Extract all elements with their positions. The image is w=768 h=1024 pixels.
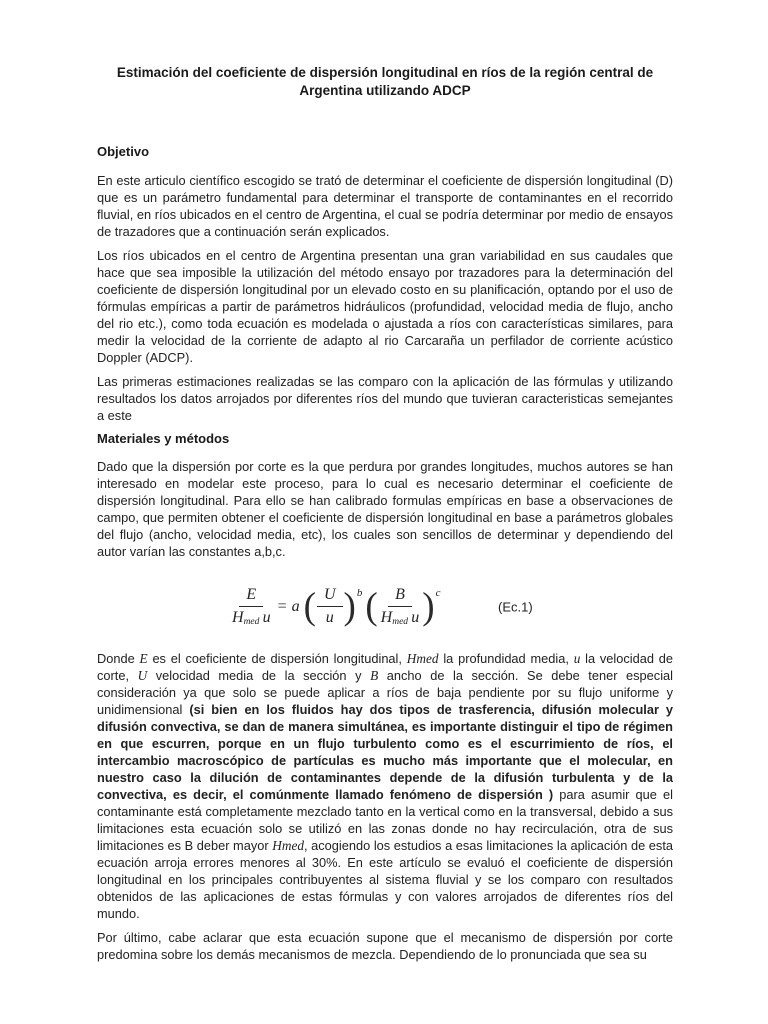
left-paren-icon: ( <box>365 585 378 629</box>
eq-f2-numerator: B <box>388 586 412 607</box>
bold-emphasis-segment: (si bien en los fluidos hay dos tipos de trasferencia, difusión molecular y difusión convectiva, se dan de manera simultánea, es importante distinguir el tipo de régimen en que escurren, porque en un flujo turbulento como es el escurrimiento de ríos, el intercambio macroscópico de partículas es mucho más importante que el molecular, en nuestro caso la dilución de contaminantes depende de la difusión turbulenta y de la convectiva, es decir, el comúnmente llamado fenómeno de dispersión ) <box>97 702 673 802</box>
text-segment: ancho de la sección. Se debe tener especial consideración ya que solo se puede aplicar a ríos de baja pendiente por su flujo uniforme y unidimensional <box>97 668 673 717</box>
equation-math <box>230 586 442 628</box>
variable-U: U <box>137 668 148 683</box>
heading-materiales-y-metodos: Materiales y métodos <box>97 431 230 446</box>
heading-objetivo: Objetivo <box>97 144 150 159</box>
variable-Hmed: Hmed <box>406 651 439 666</box>
eq-equals-sign: = <box>277 597 287 615</box>
eq-coefficient-a: a <box>291 597 300 615</box>
document-title: Estimación del coeficiente de dispersión longitudinal en ríos de la región central de Argentina utilizando ADCP <box>116 65 654 98</box>
variable-E: E <box>139 651 148 666</box>
eq-sub-med: med <box>392 617 409 628</box>
eq-lhs-denominator <box>230 607 273 628</box>
equation-label: (Ec.1) <box>498 599 533 615</box>
eq-exponent-c: c <box>435 587 441 600</box>
paragraph-metodos-3: Por último, cabe aclarar que esta ecuación supone que el mecanismo de dispersión por corte predomina sobre los demás mecanismos de mezcla. Dependiendo de lo pronunciada que sea su <box>97 930 673 962</box>
text-segment: la profundidad media, <box>438 651 574 666</box>
text-segment: velocidad media de la sección y <box>147 668 371 683</box>
left-paren-icon: ( <box>303 585 316 629</box>
eq-var-u: u <box>262 609 271 627</box>
variable-B: B <box>370 668 379 683</box>
eq-var-H: H <box>380 609 393 627</box>
eq-sub-med: med <box>243 617 260 628</box>
variable-u: u <box>573 651 581 666</box>
paragraph-objetivo-3: Las primeras estimaciones realizadas se las comparo con la aplicación de las fórmulas y utilizando resultados los datos arrojados por diferentes ríos del mundo que tuvieran caracteristicas semejantes a este <box>97 374 673 423</box>
eq-f2-denominator <box>379 607 422 628</box>
right-paren-icon: ) <box>422 585 435 629</box>
text-segment: para asumir que el contaminante está completamente mezclado tanto en la vertical como en la transversal, debido a sus limitaciones esta ecuación solo se utilizó en las zonas donde no hay recirculación, otra de sus limitaciones es B deber mayor <box>97 787 673 853</box>
eq-lhs-numerator: E <box>239 586 263 607</box>
paragraph-metodos-2 <box>97 650 673 922</box>
variable-Hmed: Hmed <box>272 838 304 853</box>
eq-lhs-fraction <box>230 586 273 628</box>
text-segment: es el coeficiente de dispersión longitudinal, <box>147 651 407 666</box>
eq-var-H: H <box>232 609 244 627</box>
eq-exponent-b: b <box>356 587 363 600</box>
right-paren-icon: ) <box>343 585 356 629</box>
eq-factor2-fraction <box>379 586 422 628</box>
text-segment: , acogiendo los estudios a esas limitaciones la aplicación de esta ecuación arroja errores menores al 30%. En este artículo se evaluó el coeficiente de dispersión longitudinal en los principales contribuyentes al sistema fluvial y se los comparo con resultados obtenidos de las aplicaciones de estas fórmulas y con valores arrojados de diferentes ríos del mundo. <box>97 838 673 921</box>
eq-f1-denominator: u <box>325 609 334 627</box>
eq-factor1-fraction <box>317 586 343 628</box>
text-segment: la velocidad de corte, <box>97 651 674 683</box>
eq-var-u: u <box>411 609 420 627</box>
paragraph-metodos-1: Dado que la dispersión por corte es la que perdura por grandes longitudes, muchos autores se han interesado en modelar este proceso, para lo cual es necesario determinar el coeficiente de dispersión longitudinal. Para ello se han calibrado formulas empíricas en base a observaciones de campo, que permiten obtener el coeficiente de dispersión longitudinal en base a parámetros globales del flujo (ancho, velocidad media, etc), los cuales son sencillos de determinar y dependiendo del autor varían las constantes a,b,c. <box>97 459 673 559</box>
paragraph-objetivo-1: En este articulo científico escogido se trató de determinar el coeficiente de dispersión longitudinal (D) que es un parámetro fundamental para determinar el transporte de contaminantes en el recorrido fluvial, en ríos ubicados en el centro de Argentina, el cual se podría determinar por medio de ensayos de trazadores que a continuación serán explicados. <box>97 173 673 239</box>
text-segment: Donde <box>97 651 140 666</box>
paragraph-objetivo-2: Los ríos ubicados en el centro de Argentina presentan una gran variabilidad en sus caudales que hace que sea imposible la utilización del método ensayo por trazadores para la determinación del coeficiente de dispersión longitudinal por un elevado costo en su planificación, optando por el uso de fórmulas empíricas a partir de parámetros hidráulicos (profundidad, velocidad media de flujo, ancho del rio etc.), como toda ecuación es modelada o ajustada a ríos con características similares, para medir la velocidad de la corriente de adapto al rio Carcaraña un perfilador de corriente acústico Doppler (ADCP). <box>97 248 673 365</box>
eq-f1-numerator: U <box>317 586 343 607</box>
equation-ec1 <box>97 576 673 638</box>
